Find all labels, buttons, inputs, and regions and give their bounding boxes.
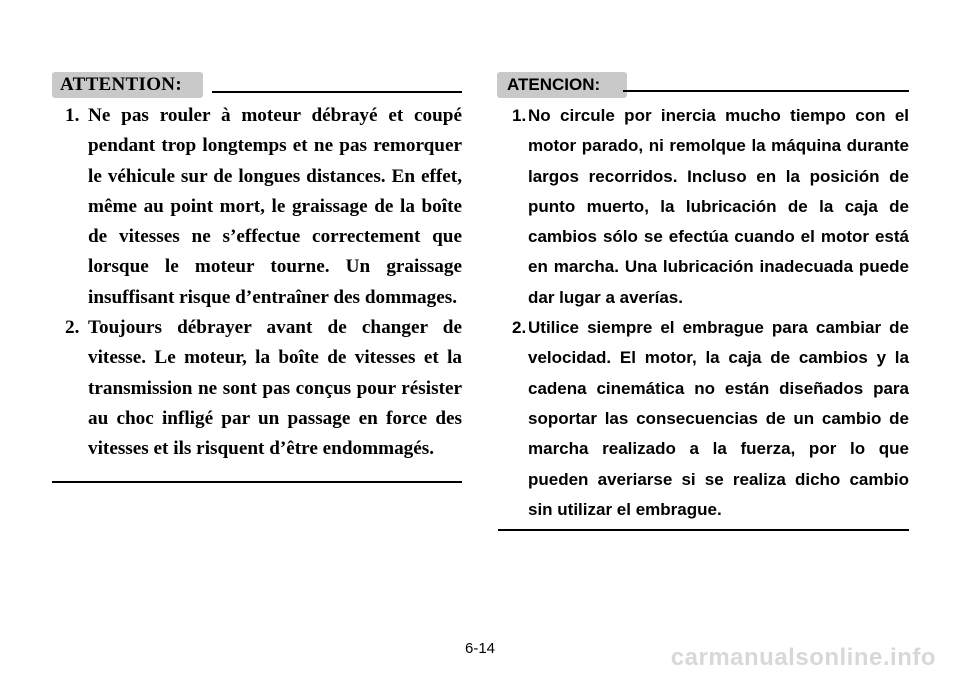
attention-badge: ATTENTION: (52, 72, 203, 98)
item-number: 2. (65, 317, 80, 339)
list-item (497, 101, 909, 313)
page-number: 6-14 (464, 640, 496, 657)
attention-header (52, 72, 462, 100)
list-item (52, 101, 462, 313)
item-text: Ne pas rouler à moteur débrayé et coupé pendant trop longtemps et ne pas remorquer le véhicule sur de longues distances. En effet, même au point mort, le graissage de la boîte de vitesses ne s’effectue correctement que lorsque le moteur tourne. Un graissage insuffisant risque d’entraîner des dommages. (88, 105, 462, 308)
warning-list (52, 101, 462, 465)
atencion-badge: ATENCION: (497, 72, 627, 98)
item-text: Utilice siempre el embrague para cambiar de velocidad. El motor, la caja de cambios y la cadena cinemática no están diseñados para soportar las consecuencias de un cambio de marcha realizado a la fuerza, por lo que pueden averiarse si se realiza dicho cambio sin utilizar el embrague. (528, 318, 909, 519)
header-rule (212, 91, 462, 93)
list-item (52, 313, 462, 464)
section-end-rule (498, 529, 909, 531)
header-rule (623, 90, 909, 92)
section-end-rule (52, 481, 462, 483)
item-number: 1. (65, 105, 80, 126)
item-text: No circule por inercia mucho tiempo con el motor parado, ni remolque la máquina durante largos recorridos. Incluso en la posición de punto muerto, la lubricación de la caja de cambios sólo se efectúa cuando el motor está en marcha. Una lubricación inadecuada puede dar lugar a averías. (528, 106, 909, 307)
item-text: Toujours débrayer avant de changer de vitesse. Le moteur, la boîte de vitesses et la transmission ne sont pas conçus pour résister au choc infligé par un passage en force des vitesses et ils risquent d’être endommagés. (88, 317, 462, 460)
warning-list (497, 101, 909, 525)
list-item (497, 313, 909, 525)
item-number: 1. (512, 106, 527, 125)
watermark: carmanualsonline.info (670, 644, 936, 671)
atencion-header (497, 72, 909, 100)
item-number: 2. (512, 318, 527, 338)
